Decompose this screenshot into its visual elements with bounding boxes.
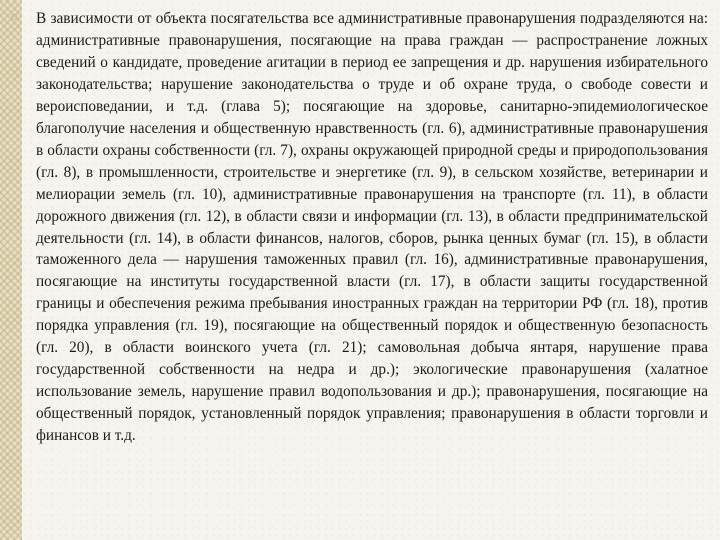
bullet-icon: ○ [10, 10, 19, 25]
body-paragraph: В зависимости от объекта посягательства все административные правонарушения подразделяются на: административные правонарушения, посягающие на права граждан — распространение ложных сведений о кандидате, проведение агитации в период ее запрещения и др. нарушения избирательного законодательства; нарушение законодательства о труде и об охране труда, о свободе совести и вероисповедании, и т.д. (глава 5); посягающие на здоровье, санитарно-эпидемиологическое благополучие населения и общественную нравственность (гл. 6), административные правонарушения в области охраны собственности (гл. 7), охраны окружающей природной среды и природопользования (гл. 8), в промышленности, строительстве и энергетике (гл. 9), в сельском хозяйстве, ветеринарии и мелиорации земель (гл. 10), административные правонарушения на транспорте (гл. 11), в области дорожного движения (гл. 12), в области связи и информации (гл. 13), в области предпринимательской деятельности (гл. 14), в области финансов, налогов, сборов, рынка ценных бумаг (гл. 15), в области таможенного дела — нарушения таможенных правил (гл. 16), административные правонарушения, посягающие на институты государственной власти (гл. 17), в области защиты государственной границы и обеспечения режима пребывания иностранных граждан на территории РФ (гл. 18), против порядка управления (гл. 19), посягающие на общественный порядок и общественную безопасность (гл. 20), в области воинского учета (гл. 21); самовольная добыча янтаря, нарушение права государственной собственности на недра и др.); экологические правонарушения (халатное использование земель, нарушение правил водопользования и др.); правонарушения, посягающие на общественный порядок, установленный порядок управления; правонарушения в области торговли и финансов и т.д. [36, 10, 708, 445]
